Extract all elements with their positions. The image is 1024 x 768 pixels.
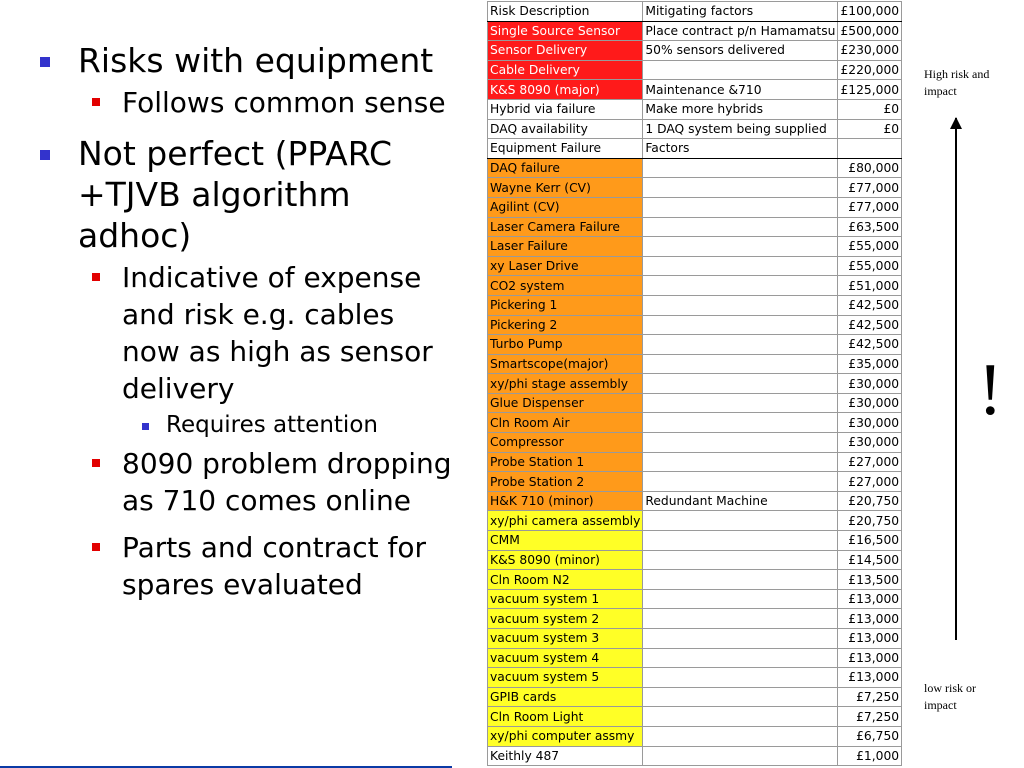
mitigating-factor-cell [643,335,838,355]
mitigating-factor-cell [643,472,838,492]
bullet-marker [40,57,50,67]
table-row [488,531,902,551]
cost-cell: £42,500 [838,315,902,335]
risk-description-cell: Wayne Kerr (CV) [488,178,643,198]
mitigating-factor-cell [643,315,838,335]
cost-cell: £13,000 [838,609,902,629]
mitigating-factor-cell [643,531,838,551]
table-row [488,433,902,453]
risk-description-cell: Pickering 2 [488,315,643,335]
table-row [488,99,902,119]
cost-cell: £30,000 [838,413,902,433]
risk-description-cell: Glue Dispenser [488,393,643,413]
cost-cell: £125,000 [838,80,902,100]
mitigating-factor-cell [643,726,838,746]
table-row [488,197,902,217]
table-row [488,413,902,433]
risk-description-cell: Laser Failure [488,237,643,257]
mitigating-factor-cell: Redundant Machine [643,491,838,511]
risk-description-cell: CMM [488,531,643,551]
bullet-marker [92,98,100,106]
risk-description-cell: vacuum system 3 [488,629,643,649]
table-row [488,60,902,80]
table-row [488,687,902,707]
cost-cell: £6,750 [838,726,902,746]
cost-cell: £55,000 [838,237,902,257]
sub-bullet-item [40,259,460,407]
table-row [488,295,902,315]
risk-description-cell: Cln Room Light [488,707,643,727]
cost-cell: £35,000 [838,354,902,374]
cost-cell: £20,750 [838,511,902,531]
table-row [488,21,902,41]
risk-description-cell: Hybrid via failure [488,99,643,119]
table-row [488,237,902,257]
risk-description-cell: Equipment Failure [488,139,643,159]
cost-cell: £80,000 [838,158,902,178]
risk-scale-arrow [955,118,957,640]
cost-cell: £20,750 [838,491,902,511]
table-row [488,2,902,22]
risk-description-cell: DAQ availability [488,119,643,139]
cost-cell: £13,500 [838,570,902,590]
cost-cell: £27,000 [838,452,902,472]
risk-table [487,1,902,766]
mitigating-factor-cell [643,668,838,688]
table-row [488,393,902,413]
mitigating-factor-cell [643,374,838,394]
table-row [488,374,902,394]
table-row [488,354,902,374]
risk-description-cell: vacuum system 5 [488,668,643,688]
bullet-text: Risks with equipment [78,41,434,80]
table-row [488,511,902,531]
risk-description-cell: Pickering 1 [488,295,643,315]
mitigating-factor-cell [643,276,838,296]
risk-description-cell: H&K 710 (minor) [488,491,643,511]
cost-cell: £7,250 [838,707,902,727]
mitigating-factor-cell [643,178,838,198]
risk-description-cell: K&S 8090 (minor) [488,550,643,570]
cost-cell: £30,000 [838,433,902,453]
bullet-list [40,40,460,603]
mitigating-factor-cell: 1 DAQ system being supplied [643,119,838,139]
mitigating-factor-cell [643,687,838,707]
mitigating-factor-cell [643,237,838,257]
mitigating-factor-cell: Mitigating factors [643,2,838,22]
mitigating-factor-cell [643,197,838,217]
table-row [488,570,902,590]
risk-table-wrapper [487,1,902,766]
risk-description-cell: Cln Room Air [488,413,643,433]
cost-cell: £13,000 [838,648,902,668]
mitigating-factor-cell [643,609,838,629]
table-row [488,589,902,609]
risk-description-cell: vacuum system 2 [488,609,643,629]
cost-cell: £27,000 [838,472,902,492]
cost-cell: £42,500 [838,335,902,355]
cost-cell: £51,000 [838,276,902,296]
sub-bullet-text: Follows common sense [122,86,446,119]
cost-cell: £77,000 [838,197,902,217]
high-risk-label: High risk and impact [924,67,990,98]
table-row [488,746,902,766]
risk-description-cell: xy Laser Drive [488,256,643,276]
bullet-marker [40,150,50,160]
cost-cell: £7,250 [838,687,902,707]
table-row [488,139,902,159]
table-row [488,629,902,649]
mitigating-factor-cell [643,648,838,668]
mitigating-factor-cell [643,60,838,80]
cost-cell: £13,000 [838,668,902,688]
mitigating-factor-cell [643,452,838,472]
risk-description-cell: vacuum system 1 [488,589,643,609]
table-row [488,217,902,237]
mitigating-factor-cell [643,295,838,315]
cost-cell: £0 [838,119,902,139]
mitigating-factor-cell [643,629,838,649]
sub-bullet-text: Parts and contract for spares evaluated [122,531,427,601]
risk-description-cell: xy/phi computer assmy [488,726,643,746]
mitigating-factor-cell [643,570,838,590]
risk-description-cell: Cln Room N2 [488,570,643,590]
mitigating-factor-cell [643,256,838,276]
mitigating-factor-cell: Place contract p/n Hamamatsu [643,21,838,41]
bullet-marker [92,459,100,467]
table-row [488,276,902,296]
mitigating-factor-cell [643,433,838,453]
warning-mark: ! [978,349,1003,431]
cost-cell: £13,000 [838,629,902,649]
cost-cell: £30,000 [838,374,902,394]
sub-bullet-item [40,445,460,519]
risk-description-cell: xy/phi stage assembly [488,374,643,394]
risk-description-cell: Sensor Delivery [488,41,643,61]
sub-bullet-text: 8090 problem dropping as 710 comes online [122,447,452,517]
table-row [488,707,902,727]
table-row [488,609,902,629]
risk-description-cell: Smartscope(major) [488,354,643,374]
low-risk-label: low risk or impact [924,681,976,712]
mitigating-factor-cell [643,393,838,413]
risk-description-cell: Single Source Sensor [488,21,643,41]
risk-description-cell: xy/phi camera assembly [488,511,643,531]
sub-sub-bullet-item [40,410,460,441]
mitigating-factor-cell: Make more hybrids [643,99,838,119]
sub-bullet-item [40,84,460,121]
risk-table-body [488,2,902,766]
table-row [488,452,902,472]
risk-description-cell: Laser Camera Failure [488,217,643,237]
mitigating-factor-cell [643,511,838,531]
cost-cell: £100,000 [838,2,902,22]
table-row [488,726,902,746]
mitigating-factor-cell [643,354,838,374]
cost-cell: £14,500 [838,550,902,570]
bullet-marker [92,543,100,551]
table-row [488,158,902,178]
cost-cell: £220,000 [838,60,902,80]
table-row [488,315,902,335]
cost-cell: £42,500 [838,295,902,315]
cost-cell: £0 [838,99,902,119]
mitigating-factor-cell [643,413,838,433]
table-row [488,256,902,276]
cost-cell: £13,000 [838,589,902,609]
mitigating-factor-cell [643,217,838,237]
risk-description-cell: Keithly 487 [488,746,643,766]
mitigating-factor-cell [643,550,838,570]
sub-bullet-item [40,529,460,603]
table-row [488,648,902,668]
bullet-marker [142,423,149,430]
cost-cell: £230,000 [838,41,902,61]
cost-cell: £63,500 [838,217,902,237]
table-row [488,550,902,570]
risk-description-cell: Compressor [488,433,643,453]
table-row [488,80,902,100]
mitigating-factor-cell: 50% sensors delivered [643,41,838,61]
cost-cell: £30,000 [838,393,902,413]
risk-description-cell: Probe Station 1 [488,452,643,472]
table-row [488,119,902,139]
mitigating-factor-cell [643,707,838,727]
cost-cell: £55,000 [838,256,902,276]
mitigating-factor-cell [643,589,838,609]
risk-description-cell: GPIB cards [488,687,643,707]
table-row [488,668,902,688]
risk-description-cell: Agilint (CV) [488,197,643,217]
bullet-item [40,133,460,256]
mitigating-factor-cell: Factors [643,139,838,159]
risk-description-cell: Cable Delivery [488,60,643,80]
table-row [488,41,902,61]
risk-description-cell: Turbo Pump [488,335,643,355]
mitigating-factor-cell [643,158,838,178]
sub-sub-bullet-text: Requires attention [166,412,378,438]
cost-cell [838,139,902,159]
table-row [488,335,902,355]
cost-cell: £77,000 [838,178,902,198]
cost-cell: £16,500 [838,531,902,551]
sub-bullet-text: Indicative of expense and risk e.g. cables now as high as sensor delivery [122,261,433,405]
cost-cell: £500,000 [838,21,902,41]
risk-description-cell: CO2 system [488,276,643,296]
risk-description-cell: vacuum system 4 [488,648,643,668]
mitigating-factor-cell [643,746,838,766]
bullet-panel [0,0,452,768]
risk-description-cell: Probe Station 2 [488,472,643,492]
bullet-item [40,40,460,81]
risk-description-cell: K&S 8090 (major) [488,80,643,100]
risk-description-cell: DAQ failure [488,158,643,178]
bullet-marker [92,273,100,281]
table-row [488,178,902,198]
cost-cell: £1,000 [838,746,902,766]
bullet-text: Not perfect (PPARC +TJVB algorithm adhoc) [78,134,393,255]
risk-description-cell: Risk Description [488,2,643,22]
table-row [488,472,902,492]
mitigating-factor-cell: Maintenance &710 [643,80,838,100]
table-row [488,491,902,511]
